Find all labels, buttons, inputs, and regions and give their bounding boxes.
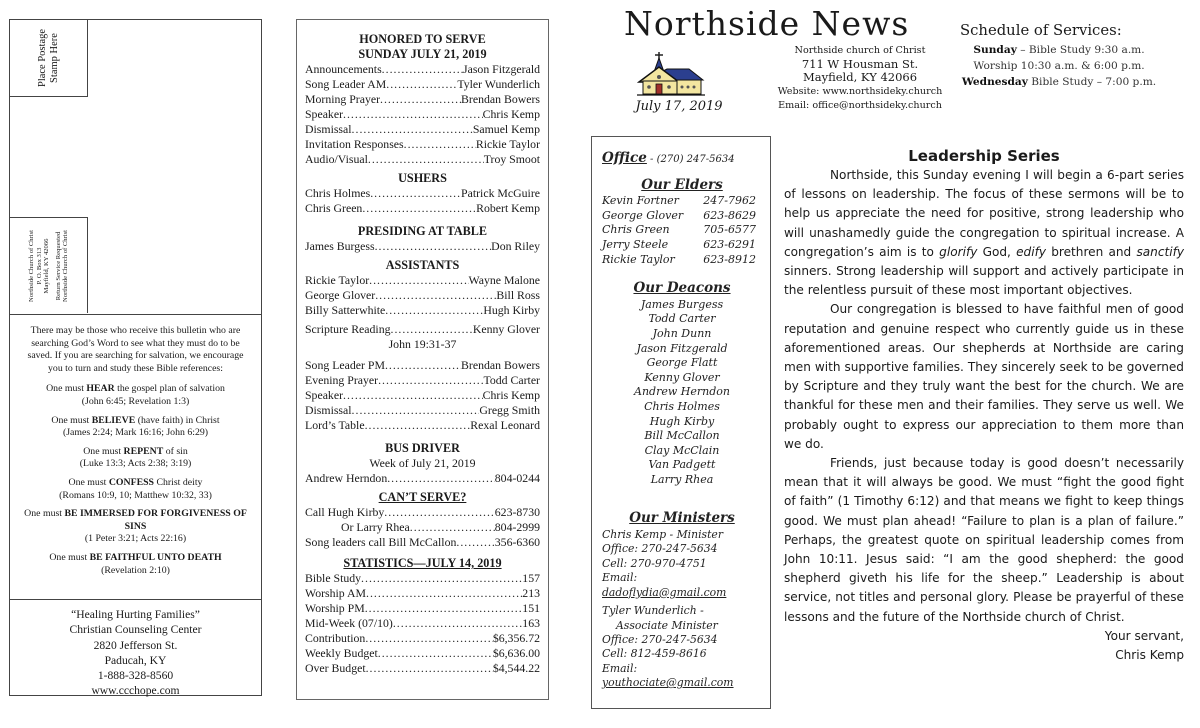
duty-value: Robert Kemp [476,201,540,215]
duty-row [305,273,540,288]
dot-leader [370,186,461,201]
duty-value: Gregg Smith [479,403,540,417]
dot-leader [375,239,492,254]
duty-label: Speaker [305,107,343,121]
step-keyword: REPENT [123,445,164,457]
statistics-list [305,571,540,676]
church-website-link[interactable]: Website: www.northsideky.church [777,86,943,98]
dot-leader [410,520,495,535]
duty-value: Brendan Bowers [461,92,540,106]
minister-cell-phone: Cell: 812-459-8616 [602,647,707,661]
salvation-step-text [24,508,247,533]
serve-title: HONORED TO SERVE [359,32,486,46]
duty-value: 623-8730 [494,505,540,519]
dot-leader [365,601,523,616]
elder-name: Rickie Taylor [602,252,675,266]
duty-value: Chris Kemp [482,388,540,402]
duty-label: Chris Holmes [305,186,371,200]
duty-value: 804-2999 [494,520,540,534]
step-suffix: (have faith) in Christ [135,414,220,426]
counseling-website-link[interactable]: www.ccchope.com [91,684,180,698]
duty-value: $6,356.72 [492,631,540,645]
duty-row [305,535,540,550]
pm-roles-list [305,358,540,433]
postage-stamp-box [10,20,88,97]
step-keyword: BE IMMERSED FOR FORGIVENESS OF SINS [64,508,247,532]
duty-row [305,122,540,137]
step-prefix: One must [24,508,65,520]
minister-email [602,662,762,691]
leadership-article [784,146,1184,665]
mailer-panel [9,19,262,696]
elder-row [602,238,762,253]
step-references: (1 Peter 3:21; Acts 22:16) [84,533,187,545]
schedule-title: Schedule of Services: [960,22,1122,39]
duty-label: Chris Green [305,201,363,215]
dot-leader [386,77,457,92]
duty-row [305,288,540,303]
duty-value: 157 [522,571,540,585]
article-title: Leadership Series [908,147,1060,165]
duty-value: $6,636.00 [492,646,540,660]
ushers-title: USHERS [398,171,447,185]
scripture-reference: John 19:31-37 [388,337,457,351]
dot-leader [393,616,522,631]
cant-serve-title: CAN’T SERVE? [378,490,467,504]
duty-row [305,92,540,107]
deacon-name: Jason Fitzgerald [636,341,728,355]
salvation-intro: There may be those who receive this bulletin who are searching God’s Word to see what they must do to be saved. If you are searching for salvation, we encourage you to turn and study these Bible references: [27,325,244,374]
deacon-name: Todd Carter [648,312,716,326]
duty-label: Rickie Taylor [305,273,370,287]
duty-row [305,201,540,216]
dot-leader [361,571,522,586]
presiding-list [305,239,540,254]
step-references: (Revelation 2:10) [101,564,170,576]
step-references: (John 6:45; Revelation 1:3) [81,395,190,407]
duty-value: Brendan Bowers [461,358,540,372]
deacon-name: James Burgess [640,297,724,311]
duty-label: Call Hugh Kirby [305,505,385,519]
elder-row [602,223,762,238]
salvation-step-text [24,446,247,459]
dot-leader [368,152,484,167]
article-paragraph-2: Our congregation is blessed to have faithful men of good reputation and genuine respect who currently guide us in these aforementioned areas. Our shepherds at Northside are caring men with supportive families. They sincerely seek to be governed by Scripture and they truly want the best for the church. We are thankful for these men and their families. They serve us well. We probably ought to express our appreciation to them more than we do. [784,302,1184,451]
deacons-title: Our Deacons [633,280,731,297]
dot-leader [385,358,461,373]
minister-name: Chris Kemp - Minister [602,528,723,542]
honored-to-serve-panel [296,19,549,700]
duty-value: Patrick McGuire [461,186,540,200]
elder-phone: 705-6577 [703,223,756,237]
dot-leader [378,373,483,388]
step-prefix: One must [49,551,90,563]
deacon-name: Kenny Glover [644,370,720,384]
bus-driver-row: Andrew Herndon ..... 804-0244 [305,471,540,486]
duty-value: Troy Smoot [483,152,540,166]
duty-label: Dismissal [305,122,352,136]
dot-leader [352,122,473,137]
duty-label: Evening Prayer [305,373,379,387]
salvation-step [24,477,247,502]
deacon-name: Van Padgett [648,458,716,472]
minister-entry [602,604,762,690]
duty-label: Dismissal [305,403,352,417]
scripture-reading-row: Scripture Reading ..... Kenny Glover [305,322,540,337]
stamp-text: Place Postage Stamp Here [36,28,60,88]
duty-value: Jason Fitzgerald [463,62,540,76]
elder-phone: 623-8629 [703,208,756,222]
duty-label: Announcements [305,62,382,76]
duty-row [305,661,540,676]
schedule-sunday: Sunday – Bible Study 9:30 a.m. [973,44,1145,56]
duty-label: Lord’s Table [305,418,365,432]
duty-label: Or Larry Rhea [341,520,410,534]
presiding-title: PRESIDING AT TABLE [357,224,488,238]
assistants-list [305,273,540,318]
step-keyword: BE FAITHFUL UNTO DEATH [89,551,222,563]
duty-value: $4,544.22 [492,661,540,675]
duty-row [305,418,540,433]
step-keyword: BELIEVE [91,414,136,426]
duty-value: Samuel Kemp [472,122,540,136]
dot-leader [352,403,480,418]
bus-driver-title: BUS DRIVER [385,441,460,455]
article-paragraph-3: Friends, just because today is good doesn’t necessarily mean that it will always be good. We must “fight the good fight of faith” (1 Timothy 6:12) and that means we fight to keep things good. We must plan ahead! “Failure to plan is a plan of failure.” Perhaps, the greatest quote on spiritual leadership comes from John 10:11. Jesus said: “I am the good shepherd: the good shepherd giveth his life for the sheep.” Leadership is about service, not titles and personal glory. Please be prayerful of these lessons and the future of the Northside church of Christ. [784,456,1184,624]
duty-row [305,373,540,388]
article-closing: Your servant, [1104,628,1184,643]
cant-serve-list [305,505,540,550]
salvation-step [24,508,247,546]
newsletter-date: July 17, 2019 [635,99,723,114]
church-address [760,44,960,113]
dot-leader [378,646,493,661]
duty-row [305,358,540,373]
elder-phone: 247-7962 [703,194,756,208]
dot-leader [384,505,494,520]
duty-label: Contribution [305,631,366,645]
deacon-name: Hugh Kirby [649,414,715,428]
dot-leader [382,62,463,77]
step-prefix: One must [68,476,109,488]
step-references: (Romans 10:9, 10; Matthew 10:32, 33) [59,489,212,501]
duty-row [305,631,540,646]
step-references: (Luke 13:3; Acts 2:38; 3:19) [79,458,192,470]
elders-title: Our Elders [641,176,723,193]
minister-email [602,571,762,600]
duty-label: George Glover [305,288,376,302]
dot-leader [366,586,522,601]
duty-row [305,520,540,535]
church-city: Mayfield, KY 42066 [802,70,918,85]
duty-value: Hugh Kirby [483,303,540,317]
deacon-name: Larry Rhea [650,472,714,486]
email-label: Email: [602,571,638,585]
salvation-step [24,552,247,577]
duty-label: Worship AM [305,586,366,600]
serve-date: SUNDAY JULY 21, 2019 [358,47,487,61]
step-prefix: One must [46,383,87,395]
salvation-step-text [24,383,247,396]
duty-row [305,137,540,152]
elder-name: Kevin Fortner [602,194,679,208]
duty-value: Chris Kemp [482,107,540,121]
return-address-box [10,217,88,313]
dot-leader [456,535,494,550]
church-name: Northside church of Christ [794,45,926,56]
newsletter-title: Northside News [624,4,910,43]
email-link[interactable]: youthociate@gmail.com [602,676,734,690]
elder-row [602,194,762,209]
dot-leader [380,92,461,107]
church-street: 711 W Housman St. [801,56,919,71]
dot-leader [343,388,483,403]
duty-row [305,152,540,167]
schedule-of-services [944,22,1174,90]
article-signature: Chris Kemp [1115,648,1184,663]
step-prefix: One must [51,414,92,426]
elder-name: Jerry Steele [602,237,669,251]
salvation-step-text [24,477,247,490]
office-directory [591,136,771,709]
office-label: Office [602,150,647,166]
duty-row [305,239,540,254]
deacon-name: Andrew Herndon [634,385,730,399]
ministers-title: Our Ministers [629,510,735,527]
elder-row [602,209,762,224]
step-suffix: of sin [163,445,188,457]
step-keyword: HEAR [86,383,115,395]
dot-leader [365,418,471,433]
duty-row [305,505,540,520]
email-label: Email: [602,661,638,675]
duty-label: Over Budget [305,661,366,675]
duty-row [305,616,540,631]
counseling-center-ad: “Healing Hurting Families” Christian Counseling Center 2820 Jefferson St. Paducah, KY 1-888-328-8560 www.ccchope.com [10,602,261,699]
duty-label: Song Leader AM [305,77,387,91]
duty-value: 213 [522,586,540,600]
dot-leader [343,107,483,122]
duty-label: Weekly Budget [305,646,378,660]
elder-row [602,253,762,268]
salvation-step-text [24,415,247,428]
duty-row [305,186,540,201]
duty-label: Mid-Week (07/10) [305,616,393,630]
duty-label: Song Leader PM [305,358,385,372]
step-suffix: Christ deity [154,476,203,488]
dot-leader [404,137,476,152]
deacon-name: Bill McCallon [644,429,720,443]
deacon-name: Chris Holmes [644,399,720,413]
elder-name: Chris Green [602,223,670,237]
schedule-worship: Worship 10:30 a.m. & 6:00 p.m. [973,60,1145,72]
duty-label: Speaker [305,388,343,402]
minister-office-phone: Office: 270-247-5634 [602,542,718,556]
church-email-link[interactable]: Email: office@northsideky.church [778,99,942,111]
elders-list [602,194,762,267]
assistants-title: ASSISTANTS [385,258,460,272]
article-paragraph-1: Northside, this Sunday evening I will begin a 6-part series of lessons on leadership. The focus of these sermons will be to help us appreciate the need for positive, strong leadership who will unashamedly guide the congregation to spiritual increase. A congregation’s aim is to glorify God, edify brethren and sanctify sinners. Strong leadership will support and actively participate in the relentless pursuit of these most important objectives. [784,168,1184,298]
deacon-name: Clay McClain [644,443,720,457]
duty-label: Audio/Visual [305,152,368,166]
duty-value: Todd Carter [483,373,540,387]
salvation-step [24,446,247,471]
salvation-step-text [24,552,247,565]
dot-leader [369,273,468,288]
salvation-step [24,415,247,440]
minister-office-phone: Office: 270-247-5634 [602,632,718,646]
elder-phone: 623-6291 [703,237,756,251]
email-link[interactable]: dadoflydia@gmail.com [602,585,727,599]
dot-leader [362,201,476,216]
step-prefix: One must [83,445,124,457]
minister-name: Tyler Wunderlich - [602,604,704,618]
ministers-list [602,528,762,690]
duty-row [305,403,540,418]
elder-name: George Glover [602,208,684,222]
dot-leader [375,288,496,303]
duty-label: Invitation Responses [305,137,404,151]
duty-label: Billy Satterwhite [305,303,386,317]
schedule-wednesday: Wednesday Bible Study – 7:00 p.m. [961,76,1157,88]
duty-row [305,646,540,661]
duty-row [305,586,540,601]
dot-leader [385,303,483,318]
duty-label: Worship PM [305,601,365,615]
duty-label: James Burgess [305,239,375,253]
duty-label: Bible Study [305,571,362,585]
step-references: (James 2:24; Mark 16:16; John 6:29) [62,427,209,439]
duty-row [305,77,540,92]
duty-value: Don Riley [491,239,540,253]
duty-value: 163 [522,616,540,630]
statistics-title: STATISTICS—JULY 14, 2019 [343,556,502,570]
duty-label: Song leaders call Bill McCallon [305,535,457,549]
salvation-step [24,383,247,408]
duty-value: Rexal Leonard [470,418,540,432]
duty-row [305,601,540,616]
duty-row [305,303,540,318]
ushers-list [305,186,540,216]
dot-leader [366,661,493,676]
return-address-text: Northside Church of Christ P. O. Box 313 Mayfield, KY 42066 Return Service Requested Northside Church of Christ [27,229,69,302]
salvation-plan [10,314,261,600]
duty-row [305,571,540,586]
step-keyword: CONFESS [108,476,154,488]
duty-value: 151 [522,601,540,615]
elder-phone: 623-8912 [703,252,756,266]
church-icon [637,50,707,98]
deacons-list [602,298,762,488]
bus-week: Week of July 21, 2019 [369,456,476,470]
minister-title: Associate Minister [616,618,718,632]
minister-cell-phone: Cell: 270-970-4751 [602,556,707,570]
am-roles-list [305,62,540,167]
deacon-name: George Flatt [646,356,718,370]
deacon-name: John Dunn [652,326,712,340]
duty-row [305,388,540,403]
duty-value: Wayne Malone [468,273,540,287]
dot-leader [365,631,493,646]
duty-label: Morning Prayer [305,92,381,106]
duty-row [305,62,540,77]
minister-entry [602,528,762,600]
step-suffix: the gospel plan of salvation [114,383,225,395]
duty-value: 356-6360 [494,535,540,549]
office-phone: - (270) 247-5634 [646,154,735,165]
duty-row [305,107,540,122]
duty-value: Bill Ross [496,288,540,302]
duty-value: Rickie Taylor [475,137,540,151]
duty-value: Tyler Wunderlich [457,77,540,91]
